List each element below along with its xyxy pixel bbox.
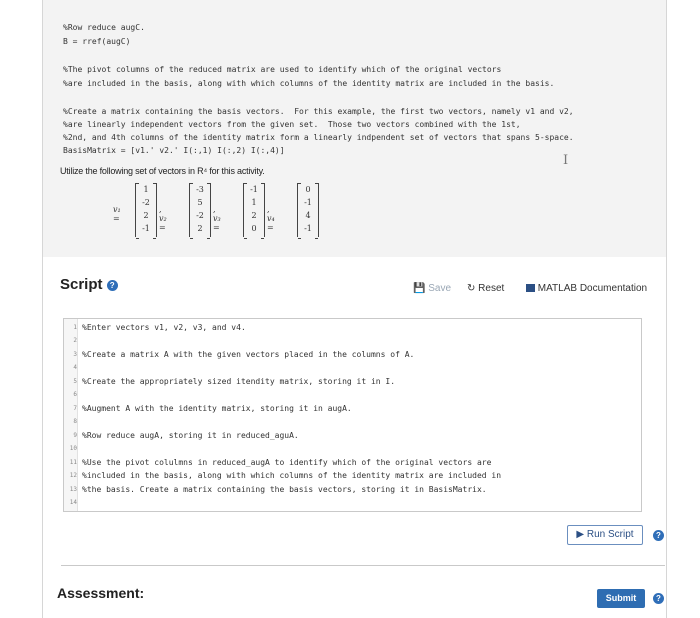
code-line: B = rref(augC) <box>63 37 131 46</box>
assessment-help-icon[interactable]: ? <box>653 593 664 604</box>
play-icon: ▶ <box>576 529 585 540</box>
vector-matrix: 1 -2 2 -1 <box>135 183 157 237</box>
code-line: BasisMatrix = [v1.' v2.' I(:,1) I(:,2) I(:,4)] <box>63 146 285 155</box>
editor-line: 8 <box>73 418 77 425</box>
book-icon <box>526 284 535 292</box>
utilize-instruction: Utilize the following set of vectors in R⁴ for this activity. <box>60 166 265 176</box>
code-line: %2nd, and 4th columns of the identity matrix form a linearly indpendent set of vectors that spans 5-space. <box>63 133 574 142</box>
editor-line: 1 %Enter vectors v1, v2, v3, and v4. <box>73 323 246 332</box>
editor-line: 10 <box>69 445 77 452</box>
editor-line: 5 %Create the appropriately sized itendity matrix, storing it in I. <box>73 377 396 386</box>
code-line: %Create a matrix containing the basis vectors. For this example, the first two vectors, namely v1 and v2, <box>63 107 574 116</box>
code-line: %are linearly independent vectors from the given set. Those two vectors combined with the 1st, <box>63 120 521 129</box>
script-title: Script ? <box>60 276 118 293</box>
reset-icon: ↻ <box>467 283 476 294</box>
vector-matrix: -1 1 2 0 <box>243 183 265 237</box>
editor-line: 3 %Create a matrix A with the given vectors placed in the columns of A. <box>73 350 415 359</box>
run-help-icon[interactable]: ? <box>653 530 664 541</box>
vector-label: , v₃ = <box>213 205 221 232</box>
submit-button[interactable]: Submit <box>597 589 645 608</box>
editor-line: 9 %Row reduce augA, storing it in reduced_aguA. <box>73 431 299 440</box>
matlab-documentation-link[interactable]: MATLAB Documentation <box>526 283 647 294</box>
editor-line: 4 <box>73 364 77 371</box>
save-icon: 💾 <box>413 283 426 294</box>
code-line: %are included in the basis, along with which columns of the identity matrix are included in the basis. <box>63 79 555 88</box>
code-line: %Row reduce augC. <box>63 23 145 32</box>
activity-panel <box>42 0 667 618</box>
problem-statement <box>43 0 666 257</box>
editor-line: 6 <box>73 391 77 398</box>
editor-line: 11 %Use the pivot colulmns in reduced_augA to identify which of the original vectors are <box>69 458 492 467</box>
vector-matrix: -3 5 -2 2 <box>189 183 211 237</box>
vector-label: , v₄ = <box>267 205 275 232</box>
divider <box>61 565 665 566</box>
help-icon[interactable]: ? <box>107 280 118 291</box>
run-script-button[interactable]: ▶ Run Script <box>567 525 643 545</box>
editor-line: 13 %the basis. Create a matrix containing the basis vectors, storing it in BasisMatrix. <box>69 485 487 494</box>
editor-line: 14 <box>69 499 77 506</box>
text-cursor-icon: I <box>563 153 569 168</box>
vector-matrix: 0 -1 4 -1 <box>297 183 319 237</box>
editor-line: 7 %Augment A with the identity matrix, storing it in augA. <box>73 404 352 413</box>
editor-line: 12 %included in the basis, along with which columns of the identity matrix are included in <box>69 471 502 480</box>
vector-label: , v₂ = <box>159 205 167 232</box>
save-button[interactable]: 💾 Save <box>413 283 452 294</box>
assessment-title: Assessment: <box>57 585 145 601</box>
reset-button[interactable]: ↻ Reset <box>467 283 505 294</box>
script-editor[interactable] <box>63 318 642 512</box>
vector-label: v₁ = <box>113 205 121 223</box>
code-line: %The pivot columns of the reduced matrix are used to identify which of the original vectors <box>63 65 502 74</box>
editor-line: 2 <box>73 337 77 344</box>
